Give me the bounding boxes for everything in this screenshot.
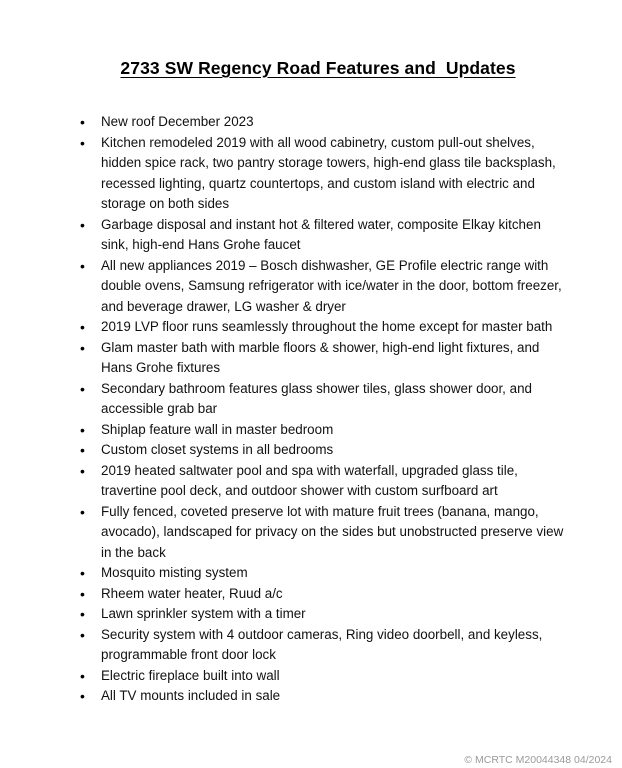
feature-item: • Security system with 4 outdoor cameras, Ring video doorbell, and keyless, programmable front door lock: [84, 625, 568, 666]
copyright-watermark: © MCRTC M20044348 04/2024: [464, 754, 612, 766]
feature-item: • Secondary bathroom features glass shower tiles, glass shower door, and accessible grab bar: [84, 379, 568, 420]
feature-item: • 2019 LVP floor runs seamlessly throughout the home except for master bath: [84, 317, 568, 338]
document-title: 2733 SW Regency Road Features and Updates: [120, 58, 516, 78]
feature-item: • Garbage disposal and instant hot & filtered water, composite Elkay kitchen sink, high-end Hans Grohe faucet: [84, 215, 568, 256]
feature-item: • Custom closet systems in all bedrooms: [84, 440, 568, 461]
feature-item: • Electric fireplace built into wall: [84, 666, 568, 687]
feature-item: • Fully fenced, coveted preserve lot with mature fruit trees (banana, mango, avocado), landscaped for privacy on the sides but unobstructed preserve view in the back: [84, 502, 568, 564]
feature-list: [84, 112, 568, 707]
feature-item: • Mosquito misting system: [84, 563, 568, 584]
feature-item: • All new appliances 2019 – Bosch dishwasher, GE Profile electric range with double ovens, Samsung refrigerator with ice/water in the door, bottom freezer, and beverage drawer, LG washer & dryer: [84, 256, 568, 318]
feature-item: • All TV mounts included in sale: [84, 686, 568, 707]
feature-item: • 2019 heated saltwater pool and spa with waterfall, upgraded glass tile, travertine pool deck, and outdoor shower with custom surfboard art: [84, 461, 568, 502]
feature-item: • Shiplap feature wall in master bedroom: [84, 420, 568, 441]
feature-item: • Glam master bath with marble floors & shower, high-end light fixtures, and Hans Grohe fixtures: [84, 338, 568, 379]
feature-item: • New roof December 2023: [84, 112, 568, 133]
feature-item: • Lawn sprinkler system with a timer: [84, 604, 568, 625]
feature-item: • Rheem water heater, Ruud a/c: [84, 584, 568, 605]
feature-item: • Kitchen remodeled 2019 with all wood cabinetry, custom pull-out shelves, hidden spice rack, two pantry storage towers, high-end glass tile backsplash, recessed lighting, quartz countertops, and custom island with electric and storage on both sides: [84, 133, 568, 215]
